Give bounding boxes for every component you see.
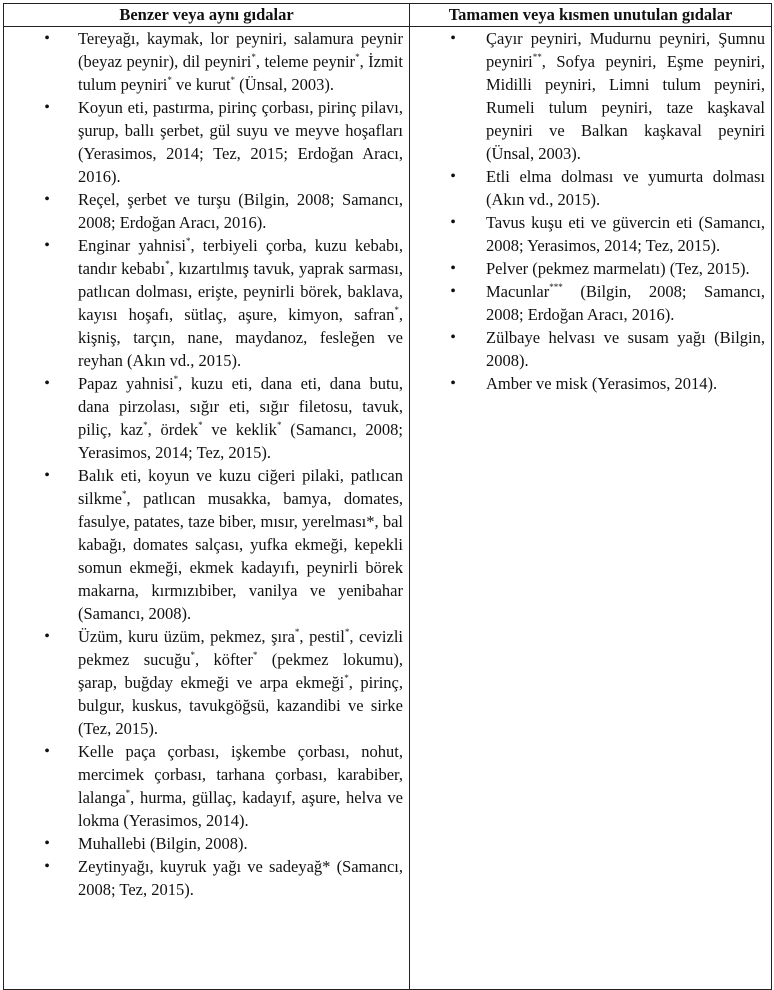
bullet-icon: • [450, 168, 456, 185]
item-text: , teleme peynir [255, 52, 356, 71]
list-item [410, 27, 765, 165]
bullet-icon: • [44, 743, 50, 760]
item-text: , hurma, güllaç, kadayıf, aşure, helva ve lokma (Yerasimos, 2014). [78, 788, 403, 830]
list-item [410, 280, 765, 326]
bullet-icon: • [44, 375, 50, 392]
item-text: Enginar yahnisi [78, 236, 187, 255]
item-text: , terbiyeli çorba, kuzu kebabı, tandır kebabı [78, 236, 403, 278]
footnote-marker: * [252, 650, 258, 660]
item-text: (pekmez lokumu), şarap, buğday ekmeği ve arpa ekmeği [78, 650, 403, 692]
footnote-marker: * [125, 788, 131, 798]
item-text: Koyun eti, pastırma, pirinç çorbası, pirinç pilavı, şurup, ballı şerbet, gül suyu ve meyve hoşafları (Yerasimos, 2014; Tez, 2015; Erdoğan Aracı, 2016). [78, 98, 403, 186]
list-item [4, 96, 403, 188]
footnote-marker: *** [549, 282, 563, 292]
item-text: , Sofya peyniri, Eşme peyniri, Midilli peyniri, Limni tulum peyniri, Rumeli tulum peyniri, taze kaşkaval peyniri ve Balkan kaşkaval peyniri (Ünsal, 2003). [486, 52, 765, 163]
item-text: Zeytinyağı, kuyruk yağı ve sadeyağ* (Samancı, 2008; Tez, 2015). [78, 857, 403, 899]
item-text: Papaz yahnisi [78, 374, 174, 393]
item-text: , patlıcan musakka, bamya, domates, fasulye, patates, taze biber, mısır, yerelması*, bal kabağı, domates salçası, yufka ekmeği, kepekli somun ekmeği, ekmek kadayıfı, peynirli börek makarna, kırmızıbiber, vanilya ve yenibahar (Samancı, 2008). [78, 489, 403, 623]
bullet-icon: • [450, 329, 456, 346]
bullet-icon: • [44, 99, 50, 116]
list-item [4, 855, 403, 901]
item-text: Muhallebi (Bilgin, 2008). [78, 834, 248, 853]
footnote-marker: * [251, 52, 256, 62]
bullet-icon: • [44, 191, 50, 208]
header-forgotten-foods: Tamamen veya kısmen unutulan gıdalar [410, 4, 772, 27]
footnote-marker: * [143, 420, 148, 430]
item-text: , köfter [194, 650, 253, 669]
bullet-icon: • [44, 858, 50, 875]
item-text: (Ünsal, 2003). [235, 75, 335, 94]
bullet-icon: • [44, 467, 50, 484]
foods-comparison-table [3, 3, 772, 990]
item-text: , İzmit tulum peyniri [78, 52, 403, 94]
forgotten-foods-list [410, 27, 771, 395]
footnote-marker: * [344, 627, 350, 637]
footnote-marker: * [186, 236, 191, 246]
list-item [4, 27, 403, 96]
bullet-icon: • [450, 30, 456, 47]
bullet-icon: • [450, 283, 456, 300]
list-item [4, 372, 403, 464]
footnote-marker: * [167, 75, 172, 85]
footnote-marker: * [394, 305, 399, 315]
list-item [410, 211, 765, 257]
item-text: , pestil [299, 627, 345, 646]
list-item [4, 625, 403, 740]
footnote-marker: * [230, 75, 236, 85]
item-text: Macunlar [486, 282, 550, 301]
item-text: ve keklik [202, 420, 277, 439]
bullet-icon: • [450, 260, 456, 277]
bullet-icon: • [44, 628, 50, 645]
item-text: ve kurut [171, 75, 231, 94]
item-text: , kuzu eti, dana eti, dana butu, dana pirzolası, sığır eti, sığır filetosu, tavuk, piliç, kaz [78, 374, 404, 439]
item-text: (Samancı, 2008; Yerasimos, 2014; Tez, 2015). [78, 420, 403, 462]
header-similar-foods: Benzer veya aynı gıdalar [4, 4, 410, 27]
bullet-icon: • [450, 214, 456, 231]
list-item [4, 234, 403, 372]
bullet-icon: • [450, 375, 456, 392]
bullet-icon: • [44, 30, 50, 47]
item-text: Etli elma dolması ve yumurta dolması (Akın vd., 2015). [486, 167, 765, 209]
item-text: Amber ve misk (Yerasimos, 2014). [486, 374, 718, 393]
item-text: Pelver (pekmez marmelatı) (Tez, 2015). [486, 259, 750, 278]
footnote-marker: * [276, 420, 282, 430]
list-item [4, 464, 403, 625]
list-item [410, 165, 765, 211]
list-item [410, 257, 765, 280]
bullet-icon: • [44, 835, 50, 852]
footnote-marker: * [294, 627, 300, 637]
similar-foods-list [4, 27, 409, 901]
item-text: , pirinç, bulgur, kuskus, tavukgöğsü, kazandibi ve sirke (Tez, 2015). [78, 673, 403, 738]
item-text: (Bilgin, 2008; Samancı, 2008; Erdoğan Aracı, 2016). [486, 282, 765, 324]
table-header-row [4, 4, 772, 27]
list-item [4, 832, 403, 855]
item-text: Tavus kuşu eti ve güvercin eti (Samancı, 2008; Yerasimos, 2014; Tez, 2015). [486, 213, 765, 255]
footnote-marker: * [355, 52, 360, 62]
list-item [4, 188, 403, 234]
item-text: , kişniş, tarçın, nane, maydanoz, fesleğen ve reyhan (Akın vd., 2015). [78, 305, 403, 370]
footnote-marker: * [190, 650, 195, 660]
table-body-row [4, 27, 772, 990]
footnote-marker: * [344, 673, 349, 683]
item-text: Balık eti, koyun ve kuzu ciğeri pilaki, patlıcan silkme [78, 466, 403, 508]
footnote-marker: * [173, 374, 179, 384]
list-item [410, 326, 765, 372]
item-text: , kızartılmış tavuk, yaprak sarması, patlıcan dolması, erişte, peynirli börek, baklava, kayısı hoşafı, sütlaç, aşure, kimyon, safran [78, 259, 403, 324]
item-text: Kelle paça çorbası, işkembe çorbası, nohut, mercimek çorbası, tarhana çorbası, karabiber, lalanga [78, 742, 403, 807]
list-item [410, 372, 765, 395]
item-text: , ördek [147, 420, 199, 439]
item-text: Üzüm, kuru üzüm, pekmez, şıra [78, 627, 295, 646]
footnote-marker: * [165, 259, 170, 269]
footnote-marker: * [198, 420, 203, 430]
footnote-marker: * [122, 489, 127, 499]
bullet-icon: • [44, 237, 50, 254]
footnote-marker: ** [532, 52, 542, 62]
item-text: Reçel, şerbet ve turşu (Bilgin, 2008; Samancı, 2008; Erdoğan Aracı, 2016). [78, 190, 403, 232]
item-text: Zülbaye helvası ve susam yağı (Bilgin, 2008). [486, 328, 765, 370]
forgotten-foods-cell [410, 27, 772, 990]
item-text: Tereyağı, kaymak, lor peyniri, salamura peynir (beyaz peynir), dil peyniri [78, 29, 403, 71]
item-text: Çayır peyniri, Mudurnu peyniri, Şumnu peyniri [486, 29, 765, 71]
similar-foods-cell [4, 27, 410, 990]
item-text: , cevizli pekmez sucuğu [78, 627, 403, 669]
list-item [4, 740, 403, 832]
